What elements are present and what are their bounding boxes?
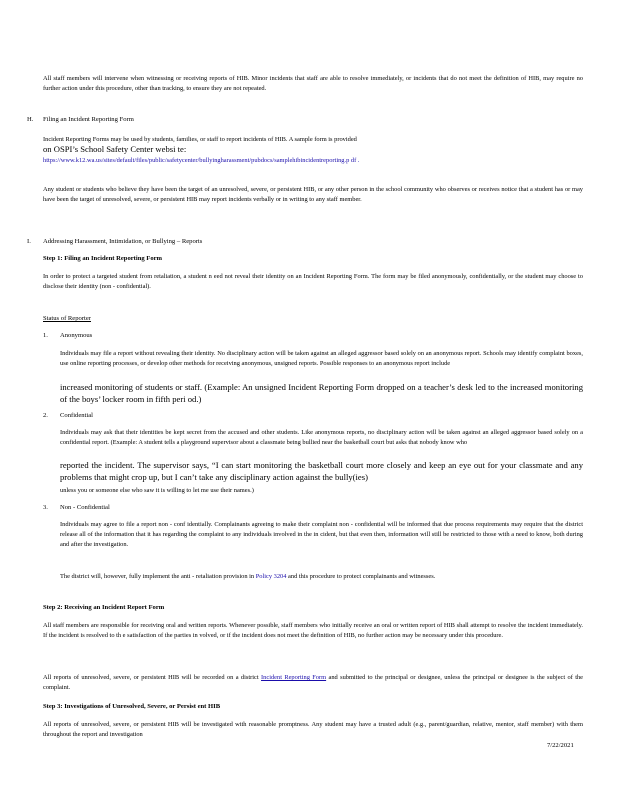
paragraph-any-student: Any student or students who believe they have been the target of an unresolved, severe, or persistent HIB, or any other person in the school community who observes or receives notice that a student has or may have been the target of unresolved, severe, or persistent HIB may report incidents verbally or in writing to any staff member. — [43, 186, 583, 204]
paragraph-step2: All staff members are responsible for receiving oral and written reports. Whenever possible, staff members who initially receive an oral or written report of HIB shall attempt to resolve the incident immediately. If the incident is resolved to th e satisfaction of the parties in volved, or if the incident does not meet the definition of HIB, no further action may be necessary under this procedure. — [43, 622, 583, 640]
step1-heading: Step 1: Filing an Incident Reporting Form — [43, 255, 163, 262]
item3-policy-text: The district will, however, fully implement the anti - retaliation provision in — [60, 573, 255, 580]
item3-number: 3. — [43, 504, 48, 511]
paragraph-step1: In order to protect a targeted student from retaliation, a student n eed not reveal their identity on an Incident Reporting Form. The form may be filed anonymously, confidentially, or the student may choose to disclose their identity (non - confidential). — [43, 273, 583, 291]
item1-title: Anonymous — [60, 332, 93, 339]
incident-reporting-form-link[interactable]: Incident Reporting Form — [261, 674, 327, 681]
paragraph-forms-line2: on OSPI’s School Safety Center websi te: — [43, 144, 187, 154]
item1-example: increased monitoring of students or staff. (Example: An unsigned Incident Reporting Form dropped on a teacher’s desk led to the increased monitoring of the boys’ locker room in fifth peri od.) — [60, 382, 583, 404]
item3-text: Individuals may agree to file a report non - conf identially. Complainants agreeing to make their complaint non - confidential will be informed that due process requirements may require that the district release all of the information that it has regarding the complaint to any individuals involved in the in cident, but that even then, information will still be restricted to those with a need to know, both during and after the investigation. — [60, 521, 583, 549]
step3-heading: Step 3: Investigations of Unresolved, Severe, or Persist ent HIB — [43, 703, 221, 710]
policy-3204-link[interactable]: Policy 3204 — [255, 573, 287, 580]
item2-text: Individuals may ask that their identities be kept secret from the accused and other students. Like anonymous reports, no disciplinary action will be taken against an alleged aggressor based solely on a confidential report. (Example: A student tells a playground supervisor about a classmate being bullied near the basketball court but asks that nobody know who — [60, 429, 583, 447]
item2-title: Confidential — [60, 412, 93, 419]
section-h-letter: H. — [27, 116, 34, 123]
item3-title: Non - Confidential — [60, 504, 110, 511]
section-i-letter: I. — [27, 238, 31, 245]
paragraph-step3: All reports of unresolved, severe, or persistent HIB will be investigated with reasonable promptness. Any student may have a trusted adult (e.g., parent/guardian, relative, mentor, staff member) with them throughout the report and investigation — [43, 721, 583, 739]
step2-form-text-end: and submitted to the principal or designee, unless the principal or designee is the subject of the complaint. — [43, 674, 583, 692]
forms-url-link[interactable]: https://www.k12.wa.us/sites/default/files/public/safetycenter/bullyingharassment/pubdocs/samplehibincidentreporting.p df . — [43, 157, 360, 164]
step2-heading: Step 2: Receiving an Incident Report Form — [43, 604, 165, 611]
step2-form-text: All reports of unresolved, severe, or persistent HIB will be recorded on a district — [43, 674, 259, 681]
paragraph-staff-intervene: All staff members will intervene when witnessing or receiving reports of HIB. Minor incidents that staff are able to resolve immediately, or incidents that do not meet the definition of HIB, may require no further action under this procedure, other than tracking, to ensure they are not repeated. — [43, 75, 583, 93]
item2-number: 2. — [43, 412, 48, 419]
item2-text-end: unless you or someone else who saw it is willing to let me use their names.) — [60, 487, 254, 494]
item1-text: Individuals may file a report without revealing their identity. No disciplinary action will be taken against an alleged aggressor based solely on an anonymous report. Schools may identify complaint boxes, use online reporting processes, or develop other methods for receiving anonymous, unsigned reports. Possible responses to an anonymous report include — [60, 350, 583, 368]
status-of-reporter-label: Status of Reporter — [43, 315, 91, 322]
section-i-title: Addressing Harassment, Intimidation, or Bullying – Reports — [43, 238, 203, 245]
item2-example: reported the incident. The supervisor says, “I can start monitoring the basketball court more closely and keep an eye out for your classmate and any problems that might crop up, but I can’t take any disciplinary action against the bully(ies) — [60, 460, 583, 482]
item1-number: 1. — [43, 332, 48, 339]
item3-policy-text-end: and this procedure to protect complainants and witnesses. — [288, 573, 436, 580]
footer-date: 7/22/2021 — [547, 742, 574, 749]
item3-policy — [60, 572, 583, 582]
section-h-title: Filing an Incident Reporting Form — [43, 116, 134, 123]
paragraph-step2-form — [43, 673, 583, 693]
paragraph-forms-line1: Incident Reporting Forms may be used by students, families, or staff to report incidents of HIB. A sample form is provided — [43, 136, 357, 143]
